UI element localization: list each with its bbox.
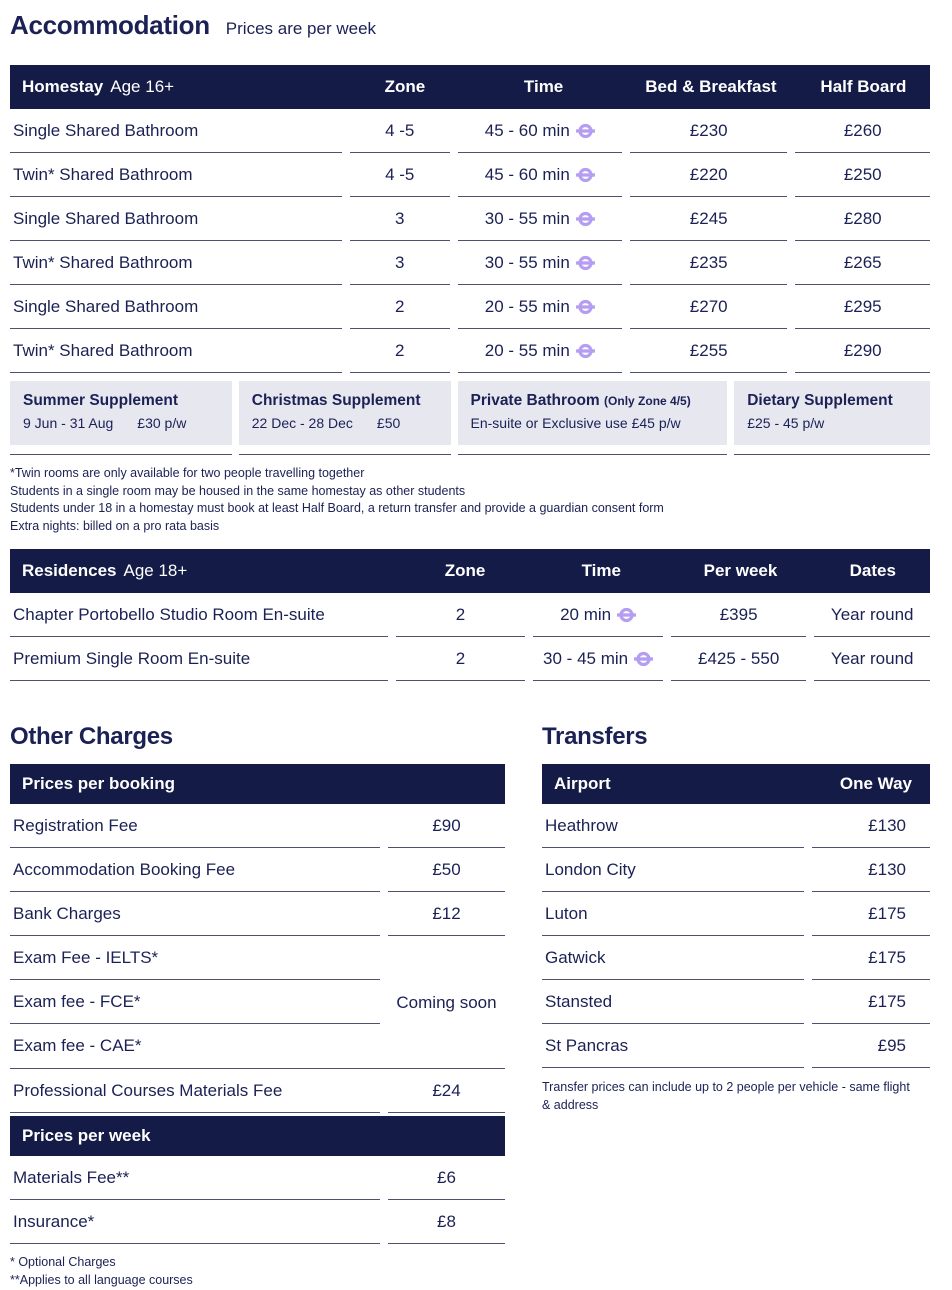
homestay-row bbox=[10, 329, 930, 373]
prices-per-week-header bbox=[10, 1116, 505, 1156]
charge-label: Accommodation Booking Fee bbox=[10, 848, 380, 892]
page-title-row bbox=[10, 10, 930, 41]
time-value bbox=[533, 593, 663, 637]
zone-value: 2 bbox=[396, 637, 526, 681]
charge-label: Professional Courses Materials Fee bbox=[10, 1069, 380, 1113]
time-text: 45 - 60 min bbox=[484, 120, 570, 140]
time-text: 20 - 55 min bbox=[484, 296, 570, 316]
charge-label: Exam fee - FCE* bbox=[10, 980, 380, 1024]
note-line: **Applies to all language courses bbox=[10, 1273, 193, 1287]
transfer-row bbox=[542, 936, 930, 980]
per-week-price: £425 - 550 bbox=[671, 637, 807, 681]
column-header-one-way: One Way bbox=[839, 774, 912, 793]
tube-roundel-icon bbox=[576, 299, 595, 315]
transfer-price: £175 bbox=[812, 892, 930, 936]
page-subtitle: Prices are per week bbox=[225, 19, 377, 38]
transfer-price: £95 bbox=[812, 1024, 930, 1068]
residence-row bbox=[10, 637, 930, 681]
prices-per-booking-header bbox=[10, 764, 505, 804]
zone-value: 2 bbox=[396, 593, 526, 637]
column-header-time: Time bbox=[523, 77, 564, 96]
transfer-row bbox=[542, 1024, 930, 1068]
residences-header-title-bold: Residences bbox=[22, 561, 117, 580]
tube-roundel-icon bbox=[576, 167, 595, 183]
homestay-header-title-rest: Age 16+ bbox=[110, 77, 175, 96]
charge-label: Exam Fee - IELTS* bbox=[10, 936, 380, 980]
column-header-zone: Zone bbox=[444, 561, 486, 580]
half-board-price: £290 bbox=[795, 329, 930, 373]
half-board-price: £250 bbox=[795, 153, 930, 197]
airport-name: Stansted bbox=[542, 980, 804, 1024]
airport-name: Heathrow bbox=[542, 804, 804, 848]
transfers-heading: Transfers bbox=[542, 723, 648, 750]
bnb-price: £270 bbox=[630, 285, 787, 329]
zone-value: 3 bbox=[350, 241, 450, 285]
exam-fees-group bbox=[10, 936, 505, 1069]
tube-roundel-icon bbox=[617, 607, 636, 623]
note-line: * Optional Charges bbox=[10, 1255, 116, 1269]
homestay-row bbox=[10, 285, 930, 329]
charge-value: £50 bbox=[388, 848, 505, 892]
supplement-price: £50 bbox=[376, 415, 401, 431]
room-type: Single Shared Bathroom bbox=[10, 109, 342, 153]
note-line: *Twin rooms are only available for two people travelling together bbox=[10, 466, 365, 480]
tube-roundel-icon bbox=[576, 123, 595, 139]
airport-header bbox=[542, 764, 930, 804]
time-value bbox=[533, 637, 663, 681]
note-line: Students under 18 in a homestay must book at least Half Board, a return transfer and provide a guardian consent form bbox=[10, 501, 664, 515]
supplement-price: £25 - 45 p/w bbox=[747, 415, 825, 431]
supplement-title bbox=[471, 392, 715, 410]
bnb-price: £220 bbox=[630, 153, 787, 197]
bar-label: Prices per week bbox=[22, 1126, 151, 1145]
charge-row bbox=[10, 1200, 505, 1244]
zone-value: 2 bbox=[350, 285, 450, 329]
tube-roundel-icon bbox=[634, 651, 653, 667]
time-value bbox=[458, 329, 622, 373]
page-title: Accommodation bbox=[10, 10, 210, 40]
zone-value: 3 bbox=[350, 197, 450, 241]
zone-value: 4 -5 bbox=[350, 153, 450, 197]
bnb-price: £245 bbox=[630, 197, 787, 241]
transfer-row bbox=[542, 892, 930, 936]
charge-value: £24 bbox=[388, 1069, 505, 1113]
note-line: Extra nights: billed on a pro rata basis bbox=[10, 518, 220, 533]
airport-name: St Pancras bbox=[542, 1024, 804, 1068]
bnb-price: £235 bbox=[630, 241, 787, 285]
zone-value: 4 -5 bbox=[350, 109, 450, 153]
time-text: 30 - 45 min bbox=[543, 648, 629, 668]
charge-label: Bank Charges bbox=[10, 892, 380, 936]
transfer-price: £130 bbox=[812, 804, 930, 848]
column-header-bed-breakfast: Bed & Breakfast bbox=[645, 77, 777, 96]
residences-table-header bbox=[10, 549, 930, 593]
supplement-box bbox=[458, 381, 728, 445]
supplement-dates: 9 Jun - 31 Aug bbox=[23, 415, 114, 431]
dates-value: Year round bbox=[814, 593, 930, 637]
time-value bbox=[458, 285, 622, 329]
room-type: Single Shared Bathroom bbox=[10, 197, 342, 241]
homestay-row bbox=[10, 109, 930, 153]
supplement-private-bathroom bbox=[458, 381, 728, 455]
homestay-row bbox=[10, 197, 930, 241]
residences-header-title bbox=[10, 561, 393, 581]
column-header-dates: Dates bbox=[849, 561, 896, 580]
supplement-title: Summer Supplement bbox=[23, 392, 179, 409]
homestay-row bbox=[10, 153, 930, 197]
airport-name: London City bbox=[542, 848, 804, 892]
transfer-price: £175 bbox=[812, 936, 930, 980]
transfer-row bbox=[542, 980, 930, 1024]
column-header-zone: Zone bbox=[384, 77, 426, 96]
charge-row bbox=[10, 848, 505, 892]
supplement-dates: 22 Dec - 28 Dec bbox=[251, 415, 353, 431]
column-header-half-board: Half Board bbox=[820, 77, 907, 96]
tube-roundel-icon bbox=[576, 255, 595, 271]
half-board-price: £280 bbox=[795, 197, 930, 241]
exam-fee-labels bbox=[10, 936, 380, 1068]
supplements-row bbox=[10, 381, 930, 455]
transfers-section bbox=[542, 723, 930, 1289]
coming-soon-cell: Coming soon bbox=[396, 992, 497, 1012]
half-board-price: £295 bbox=[795, 285, 930, 329]
bottom-columns bbox=[10, 723, 930, 1289]
homestay-table bbox=[10, 65, 930, 373]
zone-value: 2 bbox=[350, 329, 450, 373]
homestay-notes bbox=[10, 465, 930, 535]
supplement-box bbox=[10, 381, 232, 445]
column-header-per-week: Per week bbox=[703, 561, 778, 580]
charge-label: Exam fee - CAE* bbox=[13, 1036, 142, 1055]
homestay-table-header bbox=[10, 65, 930, 109]
room-type: Twin* Shared Bathroom bbox=[10, 329, 342, 373]
supplement-summer bbox=[10, 381, 232, 455]
tube-roundel-icon bbox=[576, 211, 595, 227]
supplement-price: £30 p/w bbox=[137, 415, 187, 431]
supplement-title: Dietary Supplement bbox=[747, 392, 893, 409]
column-header-airport: Airport bbox=[554, 774, 611, 793]
homestay-header-title-bold: Homestay bbox=[22, 77, 104, 96]
charge-row bbox=[10, 804, 505, 848]
supplement-title-note: (Only Zone 4/5) bbox=[604, 394, 691, 408]
time-value bbox=[458, 197, 622, 241]
supplement-dietary bbox=[734, 381, 930, 455]
time-text: 45 - 60 min bbox=[484, 164, 570, 184]
dates-value: Year round bbox=[814, 637, 930, 681]
transfer-price: £175 bbox=[812, 980, 930, 1024]
supplement-title-text: Private Bathroom bbox=[470, 392, 600, 409]
airport-name: Gatwick bbox=[542, 936, 804, 980]
charge-label: Materials Fee** bbox=[10, 1156, 380, 1200]
charge-value: £6 bbox=[388, 1156, 505, 1200]
bnb-price: £230 bbox=[630, 109, 787, 153]
supplement-detail: En-suite or Exclusive use £45 p/w bbox=[470, 415, 681, 431]
half-board-price: £260 bbox=[795, 109, 930, 153]
airport-name: Luton bbox=[542, 892, 804, 936]
time-value bbox=[458, 241, 622, 285]
charge-value: £8 bbox=[388, 1200, 505, 1244]
other-charges-notes bbox=[10, 1253, 505, 1289]
residences-header-title-rest: Age 18+ bbox=[123, 561, 188, 580]
residence-name: Chapter Portobello Studio Room En-suite bbox=[10, 593, 388, 637]
homestay-row bbox=[10, 241, 930, 285]
time-text: 20 min bbox=[560, 604, 612, 624]
room-type: Twin* Shared Bathroom bbox=[10, 153, 342, 197]
room-type: Single Shared Bathroom bbox=[10, 285, 342, 329]
time-value bbox=[458, 153, 622, 197]
transfers-note: Transfer prices can include up to 2 people per vehicle - same flight & address bbox=[542, 1080, 910, 1112]
homestay-header-title bbox=[10, 77, 348, 97]
room-type: Twin* Shared Bathroom bbox=[10, 241, 342, 285]
supplement-title: Christmas Supplement bbox=[251, 392, 421, 409]
charge-label: Insurance* bbox=[10, 1200, 380, 1244]
supplement-box bbox=[239, 381, 451, 445]
time-value bbox=[458, 109, 622, 153]
transfer-row bbox=[542, 804, 930, 848]
charge-row bbox=[10, 1069, 505, 1113]
charge-value: £90 bbox=[388, 804, 505, 848]
residences-table bbox=[10, 549, 930, 681]
half-board-price: £265 bbox=[795, 241, 930, 285]
charge-row bbox=[10, 1156, 505, 1200]
time-text: 30 - 55 min bbox=[484, 208, 570, 228]
supplement-box bbox=[734, 381, 930, 445]
supplement-christmas bbox=[239, 381, 451, 455]
charge-value: £12 bbox=[388, 892, 505, 936]
residence-row bbox=[10, 593, 930, 637]
other-charges-heading: Other Charges bbox=[10, 723, 173, 750]
charge-row bbox=[10, 892, 505, 936]
column-header-time: Time bbox=[581, 561, 621, 580]
bnb-price: £255 bbox=[630, 329, 787, 373]
transfer-price: £130 bbox=[812, 848, 930, 892]
tube-roundel-icon bbox=[576, 343, 595, 359]
time-text: 20 - 55 min bbox=[484, 340, 570, 360]
per-week-price: £395 bbox=[671, 593, 807, 637]
charge-label: Registration Fee bbox=[10, 804, 380, 848]
bar-label: Prices per booking bbox=[22, 774, 176, 793]
time-text: 30 - 55 min bbox=[484, 252, 570, 272]
other-charges-section bbox=[10, 723, 505, 1289]
transfer-row bbox=[542, 848, 930, 892]
note-line: Students in a single room may be housed in the same homestay as other students bbox=[10, 483, 466, 498]
residence-name: Premium Single Room En-suite bbox=[10, 637, 388, 681]
